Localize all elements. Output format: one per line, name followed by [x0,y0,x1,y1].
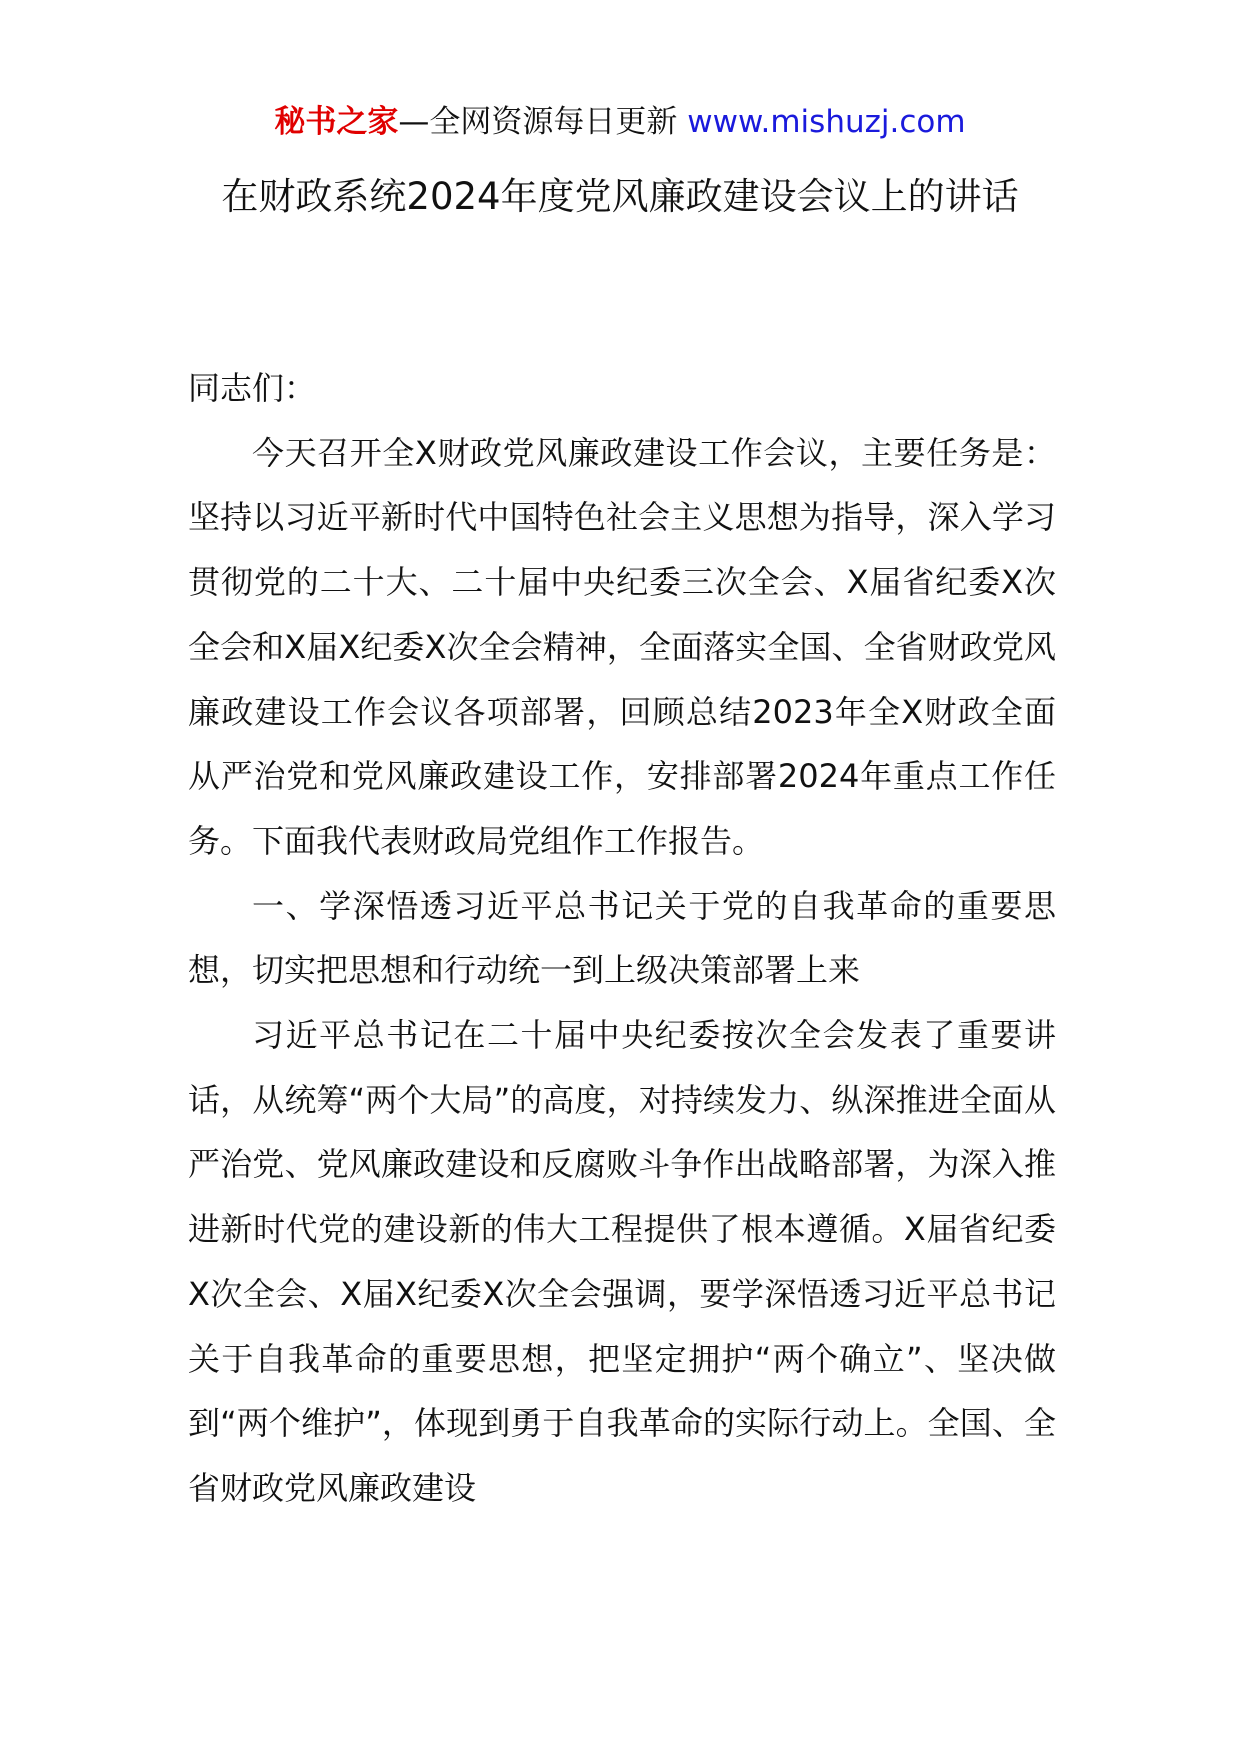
banner-url[interactable]: www.mishuzj.com [687,104,966,140]
document-body [188,356,1056,1521]
banner-tagline: —全网资源每日更新 [398,104,688,140]
salutation: 同志们： [188,369,317,407]
paragraph-intro: 今天召开全X财政党风廉政建设工作会议，主要任务是：坚持以习近平新时代中国特色社会主义思想为指导，深入学习贯彻党的二十大、二十届中央纪委三次全会、X届省纪委X次全会和X届X纪委X次全会精神，全面落实全国、全省财政党风廉政建设工作会议各项部署，回顾总结2023年全X财政全面从严治党和党风廉政建设工作，安排部署2024年重点工作任务。下面我代表财政局党组作工作报告。 [188,433,1056,860]
paragraph-section-1: 习近平总书记在二十届中央纪委按次全会发表了重要讲话，从统筹“两个大局”的高度，对持续发力、纵深推进全面从严治党、党风廉政建设和反腐败斗争作出战略部署，为深入推进新时代党的建设新的伟大工程提供了根本遵循。X届省纪委X次全会、X届X纪委X次全会强调，要学深悟透习近平总书记关于自我革命的重要思想，把坚定拥护“两个确立”、坚决做到“两个维护”，体现到勇于自我革命的实际行动上。全国、全省财政党风廉政建设 [188,1016,1056,1507]
document-title: 在财政系统2024年度党风廉政建设会议上的讲话 [221,175,1019,218]
section-heading-1: 一、学深悟透习近平总书记关于党的自我革命的重要思想，切实把思想和行动统一到上级决策部署上来 [188,886,1056,990]
banner-brand: 秘书之家 [274,104,399,140]
site-banner [0,100,1240,144]
